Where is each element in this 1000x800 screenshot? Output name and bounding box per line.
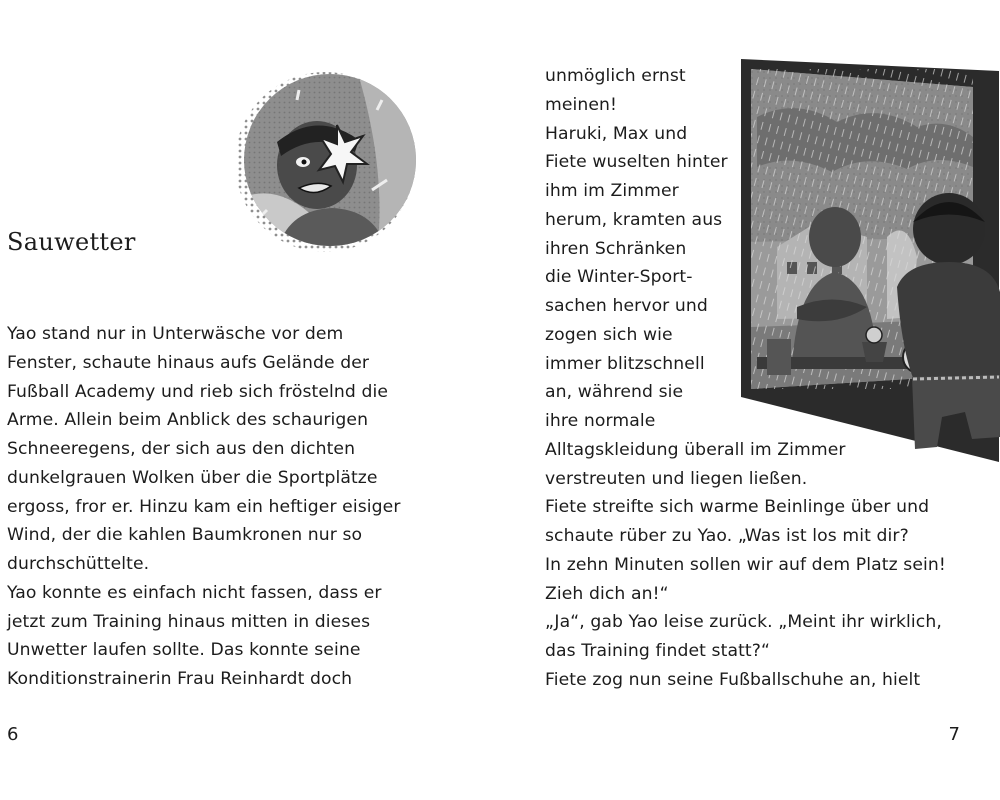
- text-line: Fenster, schaute hinaus aufs Gelände der: [7, 352, 370, 373]
- text-line: jetzt zum Training hinaus mitten in dieses: [7, 611, 371, 632]
- chapter-title: Sauwetter: [7, 228, 136, 256]
- text-line: Konditionstrainerin Frau Reinhardt doch: [7, 669, 353, 689]
- text-line: ihm im Zimmer: [545, 181, 679, 201]
- text-line: „Ja“, gab Yao leise zurück. „Meint ihr wirklich,: [545, 612, 942, 633]
- text-line: die Winter-Sport-: [545, 267, 693, 288]
- text-line: Zieh dich an!“: [545, 583, 669, 604]
- text-line: ihren Schränken: [545, 238, 687, 259]
- text-line: In zehn Minuten sollen wir auf dem Platz sein!: [545, 554, 946, 575]
- text-line: Arme. Allein beim Anblick des schaurigen: [7, 410, 369, 431]
- text-line: sachen hervor und: [545, 296, 708, 316]
- text-line: zogen sich wie: [545, 324, 673, 345]
- text-line: das Training findet statt?“: [545, 641, 770, 661]
- text-line: Haruki, Max und: [545, 123, 688, 144]
- page-number: 7: [948, 724, 960, 745]
- text-line: Alltagskleidung überall im Zimmer: [545, 439, 846, 460]
- text-line: ihre normale: [545, 411, 656, 431]
- text-line: herum, kramten aus: [545, 209, 723, 230]
- boy-hit-by-snowball-icon: [237, 70, 419, 252]
- text-line: Unwetter laufen sollte. Das konnte seine: [7, 640, 361, 661]
- text-line: Fiete wuselten hinter: [545, 152, 728, 173]
- text-line: durchschüttelte.: [7, 554, 150, 574]
- left-text-body: [7, 320, 401, 694]
- boy-at-rainy-window-icon: [737, 57, 1000, 462]
- text-line: Wind, der die kahlen Baumkronen nur so: [7, 525, 363, 546]
- text-line: Yao stand nur in Unterwäsche vor dem: [7, 324, 344, 344]
- page-number: 6: [7, 724, 19, 745]
- text-line: immer blitzschnell: [545, 353, 705, 374]
- text-line: Fußball Academy und rieb sich fröstelnd die: [7, 381, 389, 402]
- text-line: Yao konnte es einfach nicht fassen, dass er: [7, 582, 382, 603]
- text-line: Schneeregens, der sich aus den dichten: [7, 439, 356, 459]
- text-line: an, während sie: [545, 382, 684, 403]
- text-line: schaute rüber zu Yao. „Was ist los mit dir?: [545, 526, 909, 546]
- text-line: Fiete zog nun seine Fußballschuhe an, hielt: [545, 669, 921, 690]
- text-line: Fiete streifte sich warme Beinlinge über und: [545, 497, 930, 518]
- text-line: unmöglich ernst: [545, 66, 686, 86]
- text-line: dunkelgrauen Wolken über die Sportplätze: [7, 467, 378, 488]
- text-line: meinen!: [545, 94, 618, 115]
- text-line: ergoss, fror er. Hinzu kam ein heftiger eisiger: [7, 496, 401, 517]
- text-line: verstreuten und liegen ließen.: [545, 468, 808, 489]
